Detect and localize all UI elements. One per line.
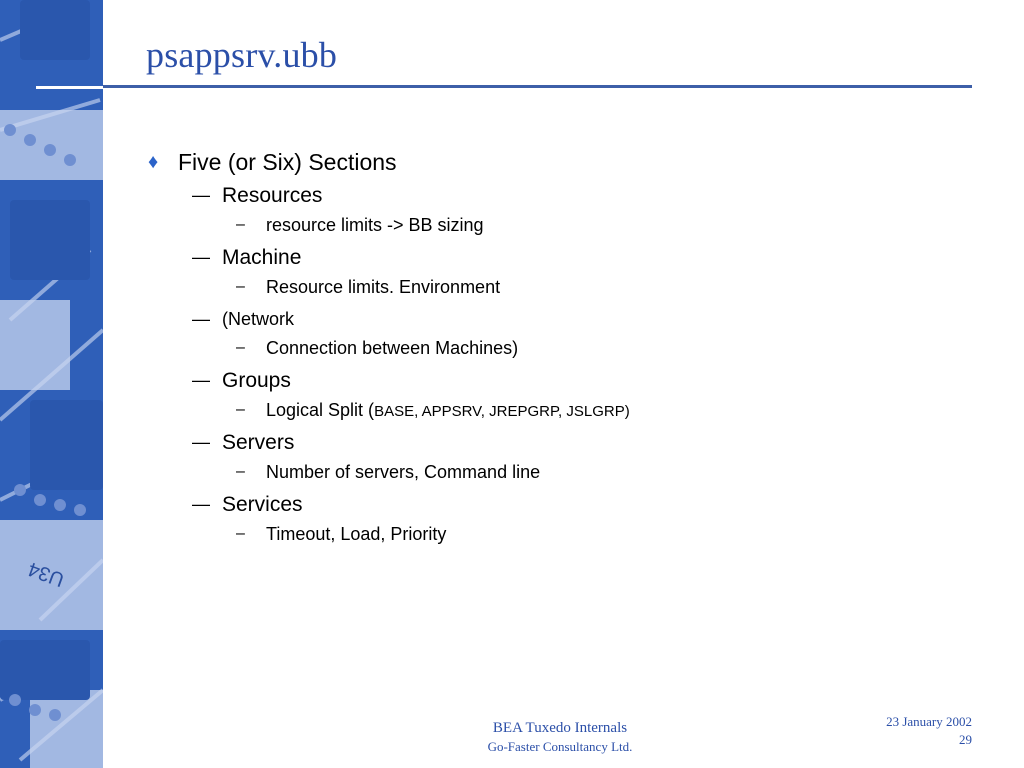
dash-bullet-icon: — <box>192 309 210 329</box>
section-label: Services <box>222 493 303 516</box>
section-detail: Timeout, Load, Priority <box>266 524 447 544</box>
footer-presentation-title: BEA Tuxedo Internals <box>492 720 628 736</box>
section-detail-item <box>148 396 968 427</box>
en-dash-bullet-icon: – <box>236 216 245 233</box>
diamond-bullet-icon: ♦ <box>148 151 159 173</box>
title-rule-accent <box>36 86 103 89</box>
section-detail-item <box>148 520 968 551</box>
group-names: BASE, APPSRV, JREPGRP, JSLGRP) <box>374 403 630 420</box>
dash-bullet-icon: — <box>192 370 210 390</box>
en-dash-bullet-icon: – <box>236 401 245 418</box>
section-item <box>148 365 968 396</box>
chip-label: U34 <box>25 557 68 591</box>
footer-right <box>820 713 972 749</box>
dash-bullet-icon: — <box>192 185 210 205</box>
section-label: (Network <box>222 309 295 329</box>
dash-bullet-icon: — <box>192 494 210 514</box>
section-item <box>148 242 968 273</box>
section-label: Groups <box>222 369 291 392</box>
circuit-board-image <box>0 0 103 768</box>
footer-date: 23 January 2002 <box>886 714 972 729</box>
circuit-board-decoration <box>0 0 103 768</box>
title-rule <box>103 85 972 88</box>
dash-bullet-icon: — <box>192 432 210 452</box>
section-label: Servers <box>222 431 295 454</box>
slide-content <box>148 146 968 551</box>
en-dash-bullet-icon: – <box>236 525 245 542</box>
section-detail <box>266 396 630 426</box>
section-detail-item <box>148 273 968 304</box>
section-detail-item <box>148 458 968 489</box>
dash-bullet-icon: — <box>192 247 210 267</box>
section-item <box>148 304 968 334</box>
en-dash-bullet-icon: – <box>236 278 245 295</box>
en-dash-bullet-icon: – <box>236 339 245 356</box>
section-label: Machine <box>222 246 302 269</box>
section-detail: Connection between Machines) <box>266 338 519 358</box>
section-detail: Resource limits. Environment <box>266 277 501 297</box>
section-label: Resources <box>222 184 323 207</box>
section-detail: Number of servers, Command line <box>266 462 541 482</box>
footer-center <box>430 718 690 756</box>
section-item <box>148 180 968 211</box>
section-item <box>148 489 968 520</box>
slide-title: psappsrv.ubb <box>146 35 338 75</box>
section-detail-item <box>148 211 968 242</box>
bullet-heading: Five (or Six) Sections <box>178 149 397 175</box>
en-dash-bullet-icon: – <box>236 463 245 480</box>
footer-company: Go-Faster Consultancy Ltd. <box>487 739 633 754</box>
section-detail-prefix: Logical Split ( <box>266 400 375 420</box>
bullet-level1 <box>148 146 968 180</box>
page-number: 29 <box>959 732 972 747</box>
section-item <box>148 427 968 458</box>
section-detail: resource limits -> BB sizing <box>266 215 484 235</box>
section-detail-item <box>148 334 968 365</box>
